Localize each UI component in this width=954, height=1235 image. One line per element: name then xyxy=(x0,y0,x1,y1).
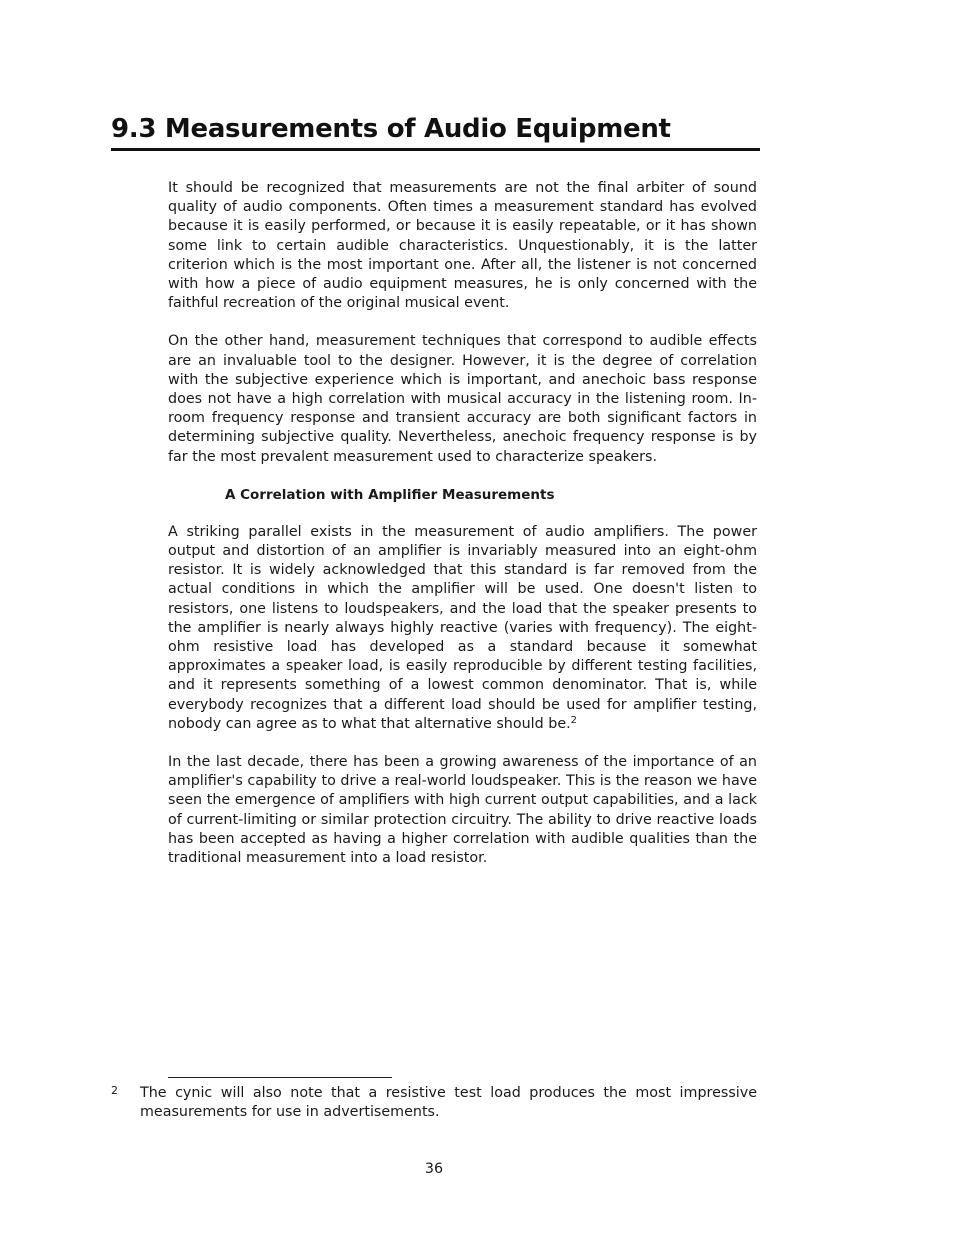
footnote xyxy=(111,1084,757,1122)
footnote-divider xyxy=(168,1077,392,1078)
section-title: 9.3 Measurements of Audio Equipment xyxy=(111,112,760,151)
page-number: 36 xyxy=(424,1161,444,1177)
footnote-mark: 2 xyxy=(111,1084,118,1097)
paragraph-3-text: A striking parallel exists in the measurement of audio amplifiers. The power output and distortion of an amplifier is invariably measured into an eight-ohm resistor. It is widely acknowledged that this standard is far removed from the actual conditions in which the amplifier will be used. One doesn't listen to resistors, one listens to loudspeakers, and the load that the speaker presents to the amplifier is nearly always highly reactive (varies with frequency). The eight-ohm resistive load has developed as a standard because it somewhat approximates a speaker load, is easily reproducible by different testing facilities, and it represents something of a lowest common denominator. That is, while everybody recognizes that a different load should be used for amplifier testing, nobody can agree as to what that alternative should be. xyxy=(168,523,757,732)
footnote-reference[interactable]: 2 xyxy=(570,714,578,726)
paragraph-4: In the last decade, there has been a growing awareness of the importance of an amplifier's capability to drive a real-world loudspeaker. This is the reason we have seen the emergence of amplifiers with high current output capabilities, and a lack of current-limiting or similar protection circuitry. The ability to drive reactive loads has been accepted as having a higher correlation with audible qualities than the traditional measurement into a load resistor. xyxy=(168,754,757,867)
body-text xyxy=(168,179,757,887)
paragraph-3 xyxy=(168,523,757,734)
footnote-text: The cynic will also note that a resistive test load produces the most impressive measurements for use in advertisements. xyxy=(140,1085,757,1121)
paragraph-2: On the other hand, measurement techniques that correspond to audible effects are an invaluable tool to the designer. However, it is the degree of correlation with the subjective experience which is important, and anechoic bass response does not have a high correlation with musical accuracy in the listening room. In-room frequency response and transient accuracy are both significant factors in determining subjective quality. Nevertheless, anechoic frequency response is by far the most prevalent measurement used to characterize speakers. xyxy=(168,333,757,465)
paragraph-1: It should be recognized that measurements are not the final arbiter of sound quality of audio components. Often times a measurement standard has evolved because it is easily performed, or because it is easily repeatable, or it has shown some link to certain audible characteristics. Unquestionably, it is the latter criterion which is the most important one. After all, the listener is not concerned with how a piece of audio equipment measures, he is only concerned with the faithful recreation of the original musical event. xyxy=(168,180,757,312)
subsection-heading: A Correlation with Amplifier Measurements xyxy=(225,486,555,503)
